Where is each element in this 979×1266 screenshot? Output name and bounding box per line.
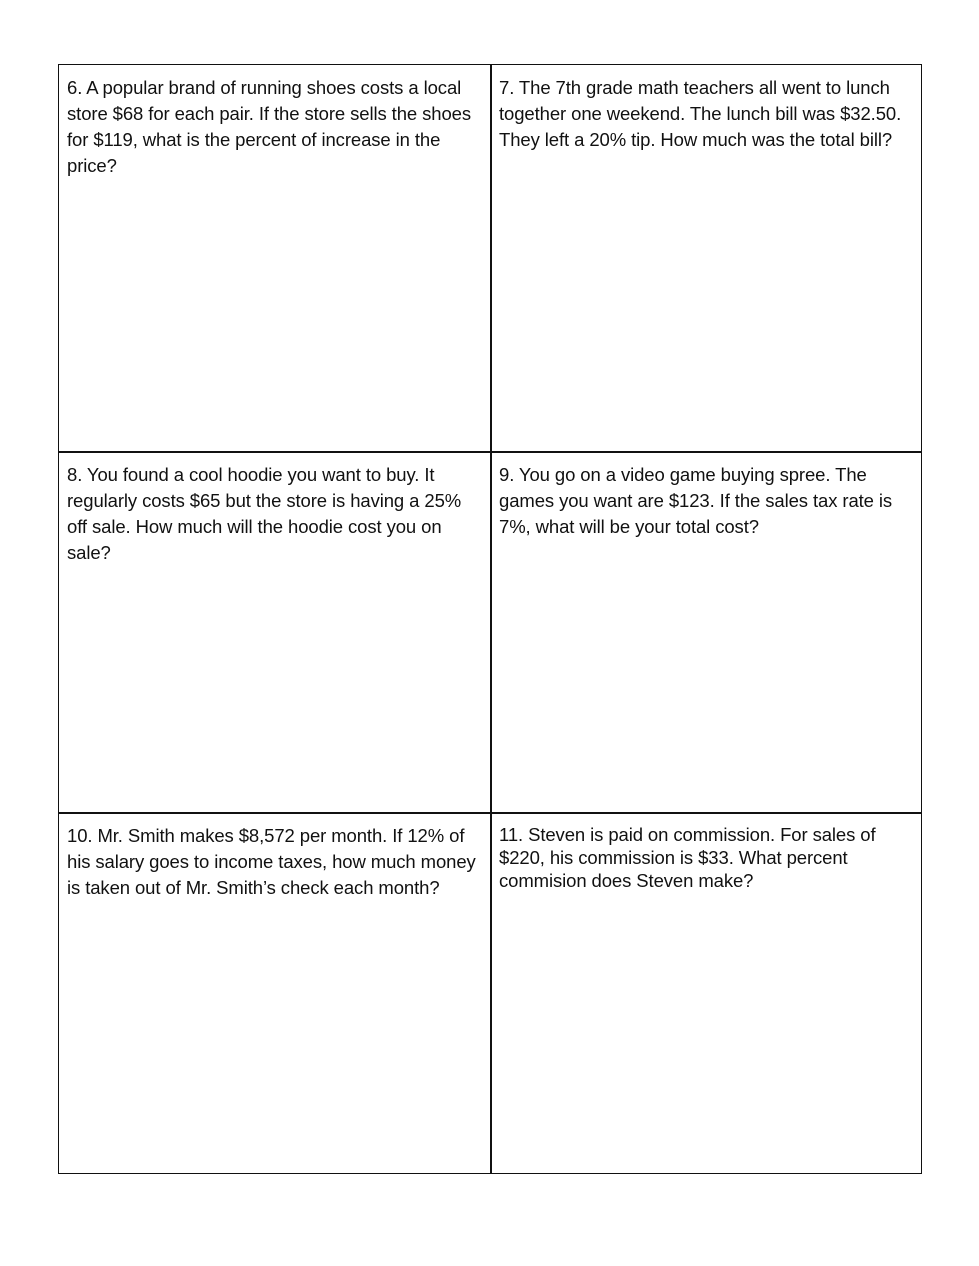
problem-10-text: 10. Mr. Smith makes $8,572 per month. If 12% of his salary goes to income taxes, how much money is taken out of Mr. Smith’s check each month?	[67, 825, 476, 898]
problem-9-text: 9. You go on a video game buying spree. The games you want are $123. If the sales tax rate is 7%, what will be your total cost?	[499, 464, 893, 537]
problem-7-cell	[491, 65, 921, 451]
problem-11-text: 11. Steven is paid on commission. For sales of $220, his commission is $33. What percent commision does Steven make?	[499, 824, 876, 891]
problem-7-text: 7. The 7th grade math teachers all went to lunch together one weekend. The lunch bill was $32.50. They left a 20% tip. How much was the total bill?	[499, 77, 902, 150]
problem-8-cell	[59, 452, 490, 812]
problem-9-cell	[491, 452, 921, 812]
worksheet-grid	[58, 64, 922, 1174]
problem-8-text: 8. You found a cool hoodie you want to buy. It regularly costs $65 but the store is having a 25% off sale. How much will the hoodie cost you on sale?	[67, 464, 462, 563]
problem-6-cell	[59, 65, 490, 451]
problem-6-text: 6. A popular brand of running shoes costs a local store $68 for each pair. If the store sells the shoes for $119, what is the percent of increase in the price?	[67, 77, 471, 176]
problem-10-cell	[59, 813, 490, 1173]
problem-11-cell	[491, 813, 921, 1173]
